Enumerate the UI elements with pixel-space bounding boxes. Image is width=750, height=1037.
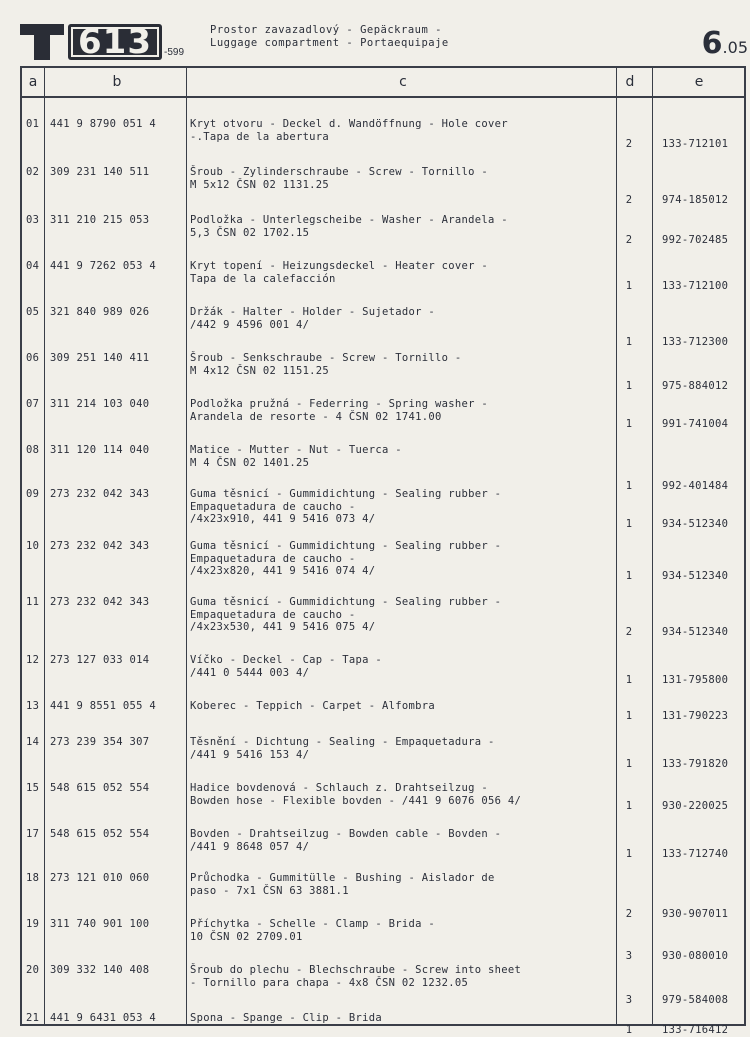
part-number: 321 840 989 026 bbox=[50, 306, 150, 318]
item-position: 04 bbox=[26, 260, 40, 272]
item-position: 03 bbox=[26, 214, 40, 226]
quantity: 1 bbox=[625, 674, 633, 686]
part-number: 309 332 140 408 bbox=[50, 964, 150, 976]
part-description: Držák - Halter - Holder - Sujetador - /442 9 4596 001 4/ bbox=[190, 306, 435, 331]
item-position: 11 bbox=[26, 596, 40, 608]
quantity: 2 bbox=[625, 908, 633, 920]
part-description: Guma těsnicí - Gummidichtung - Sealing rubber - Empaquetadura de caucho - /4x23x910, 441 9 5416 073 4/ bbox=[190, 488, 502, 525]
part-description: Příchytka - Schelle - Clamp - Brida - 10 ČSN 02 2709.01 bbox=[190, 918, 435, 943]
quantity: 1 bbox=[625, 336, 633, 348]
order-code: 934-512340 bbox=[662, 626, 729, 638]
parts-table bbox=[20, 66, 746, 1036]
order-code: 133-712101 bbox=[662, 138, 729, 150]
order-code: 934-512340 bbox=[662, 570, 729, 582]
part-number: 309 231 140 511 bbox=[50, 166, 150, 178]
item-position: 14 bbox=[26, 736, 40, 748]
part-description: Hadice bovdenová - Schlauch z. Drahtseilzug - Bowden hose - Flexible bovden - /441 9 6076 056 4/ bbox=[190, 782, 522, 807]
model-suffix: -599 bbox=[163, 47, 184, 58]
part-number: 273 121 010 060 bbox=[50, 872, 150, 884]
order-code: 133-712100 bbox=[662, 280, 729, 292]
part-number: 273 239 354 307 bbox=[50, 736, 150, 748]
part-description: Podložka pružná - Federring - Spring washer - Arandela de resorte - 4 ČSN 02 1741.00 bbox=[190, 398, 488, 423]
part-number: 311 210 215 053 bbox=[50, 214, 150, 226]
part-number: 441 9 8790 051 4 bbox=[50, 118, 156, 130]
item-position: 08 bbox=[26, 444, 40, 456]
part-number: 548 615 052 554 bbox=[50, 828, 150, 840]
item-position: 09 bbox=[26, 488, 40, 500]
item-position: 17 bbox=[26, 828, 40, 840]
part-description: Šroub - Zylinderschraube - Screw - Tornillo - M 5x12 ČSN 02 1131.25 bbox=[190, 166, 488, 191]
item-position: 12 bbox=[26, 654, 40, 666]
item-position: 02 bbox=[26, 166, 40, 178]
order-code: 133-712300 bbox=[662, 336, 729, 348]
part-description: Guma těsnicí - Gummidichtung - Sealing rubber - Empaquetadura de caucho - /4x23x820, 441 9 5416 074 4/ bbox=[190, 540, 502, 577]
quantity: 1 bbox=[625, 710, 633, 722]
part-number: 309 251 140 411 bbox=[50, 352, 150, 364]
quantity: 1 bbox=[625, 518, 633, 530]
quantity: 1 bbox=[625, 758, 633, 770]
page-header bbox=[20, 14, 748, 64]
part-description: Podložka - Unterlegscheibe - Washer - Arandela - 5,3 ČSN 02 1702.15 bbox=[190, 214, 508, 239]
part-number: 273 232 042 343 bbox=[50, 596, 150, 608]
item-position: 19 bbox=[26, 918, 40, 930]
part-number: 441 9 8551 055 4 bbox=[50, 700, 156, 712]
part-description: Šroub - Senkschraube - Screw - Tornillo - M 4x12 ČSN 02 1151.25 bbox=[190, 352, 462, 377]
logo-t-mark bbox=[20, 24, 64, 60]
order-code: 930-907011 bbox=[662, 908, 729, 920]
part-number: 441 9 7262 053 4 bbox=[50, 260, 156, 272]
section-title-line2: Luggage compartment - Portaequipaje bbox=[210, 37, 449, 49]
column-header-b: b bbox=[112, 74, 122, 90]
part-description: Kryt topení - Heizungsdeckel - Heater cover - Tapa de la calefacción bbox=[190, 260, 488, 285]
part-description: Spona - Spange - Clip - Brida bbox=[190, 1012, 383, 1024]
quantity: 3 bbox=[625, 994, 633, 1006]
part-number: 311 214 103 040 bbox=[50, 398, 150, 410]
order-code: 133-716412 bbox=[662, 1024, 729, 1036]
item-position: 10 bbox=[26, 540, 40, 552]
item-position: 06 bbox=[26, 352, 40, 364]
order-code: 133-712740 bbox=[662, 848, 729, 860]
section-title-line1: Prostor zavazadlový - Gepäckraum - bbox=[210, 24, 442, 36]
item-position: 13 bbox=[26, 700, 40, 712]
part-number: 311 740 901 100 bbox=[50, 918, 150, 930]
column-header-c: c bbox=[399, 74, 407, 90]
part-description: Bovden - Drahtseilzug - Bowden cable - Bovden - /441 9 8648 057 4/ bbox=[190, 828, 502, 853]
item-position: 15 bbox=[26, 782, 40, 794]
part-number: 311 120 114 040 bbox=[50, 444, 150, 456]
quantity: 2 bbox=[625, 234, 633, 246]
order-code: 991-741004 bbox=[662, 418, 729, 430]
quantity: 1 bbox=[625, 280, 633, 292]
item-position: 21 bbox=[26, 1012, 40, 1024]
part-description: Kryt otvoru - Deckel d. Wandöffnung - Hole cover -.Tapa de la abertura bbox=[190, 118, 508, 143]
quantity: 2 bbox=[625, 626, 633, 638]
quantity: 1 bbox=[625, 480, 633, 492]
quantity: 1 bbox=[625, 800, 633, 812]
column-header-a: a bbox=[28, 74, 38, 90]
order-code: 992-702485 bbox=[662, 234, 729, 246]
item-position: 05 bbox=[26, 306, 40, 318]
item-position: 18 bbox=[26, 872, 40, 884]
item-position: 07 bbox=[26, 398, 40, 410]
tatra-logo bbox=[20, 22, 184, 60]
part-number: 441 9 6431 053 4 bbox=[50, 1012, 156, 1024]
quantity: 1 bbox=[625, 380, 633, 392]
column-header-row bbox=[22, 68, 744, 98]
column-divider bbox=[652, 68, 653, 1024]
part-description: Koberec - Teppich - Carpet - Alfombra bbox=[190, 700, 435, 712]
quantity: 1 bbox=[625, 418, 633, 430]
quantity: 1 bbox=[625, 570, 633, 582]
quantity: 2 bbox=[625, 194, 633, 206]
item-position: 01 bbox=[26, 118, 40, 130]
part-description: Šroub do plechu - Blechschraube - Screw into sheet - Tornillo para chapa - 4x8 ČSN 02 1232.05 bbox=[190, 964, 522, 989]
model-badge: 613 bbox=[68, 24, 162, 60]
quantity: 2 bbox=[625, 138, 633, 150]
part-number: 273 232 042 343 bbox=[50, 488, 150, 500]
quantity: 3 bbox=[625, 950, 633, 962]
part-description: Matice - Mutter - Nut - Tuerca - M 4 ČSN 02 1401.25 bbox=[190, 444, 402, 469]
order-code: 974-185012 bbox=[662, 194, 729, 206]
part-description: Těsnění - Dichtung - Sealing - Empaquetadura - /441 9 5416 153 4/ bbox=[190, 736, 495, 761]
column-header-e: e bbox=[694, 74, 704, 90]
part-description: Guma těsnicí - Gummidichtung - Sealing rubber - Empaquetadura de caucho - /4x23x530, 441 9 5416 075 4/ bbox=[190, 596, 502, 633]
part-description: Víčko - Deckel - Cap - Tapa - /441 0 5444 003 4/ bbox=[190, 654, 383, 679]
order-code: 979-584008 bbox=[662, 994, 729, 1006]
quantity: 1 bbox=[625, 1024, 633, 1036]
section-title bbox=[210, 24, 449, 50]
order-code: 133-791820 bbox=[662, 758, 729, 770]
order-code: 934-512340 bbox=[662, 518, 729, 530]
order-code: 930-220025 bbox=[662, 800, 729, 812]
part-number: 273 127 033 014 bbox=[50, 654, 150, 666]
order-code: 131-795800 bbox=[662, 674, 729, 686]
order-code: 992-401484 bbox=[662, 480, 729, 492]
part-number: 273 232 042 343 bbox=[50, 540, 150, 552]
order-code: 930-080010 bbox=[662, 950, 729, 962]
part-description: Průchodka - Gummitülle - Bushing - Aislador de paso - 7x1 ČSN 63 3881.1 bbox=[190, 872, 495, 897]
column-header-d: d bbox=[625, 74, 635, 90]
item-position: 20 bbox=[26, 964, 40, 976]
order-code: 975-884012 bbox=[662, 380, 729, 392]
page-number bbox=[702, 26, 748, 61]
column-divider bbox=[616, 68, 617, 1024]
page-number-minor: .05 bbox=[722, 38, 748, 57]
quantity: 1 bbox=[625, 848, 633, 860]
page-number-major: 6 bbox=[701, 26, 723, 61]
part-number: 548 615 052 554 bbox=[50, 782, 150, 794]
order-code: 131-790223 bbox=[662, 710, 729, 722]
